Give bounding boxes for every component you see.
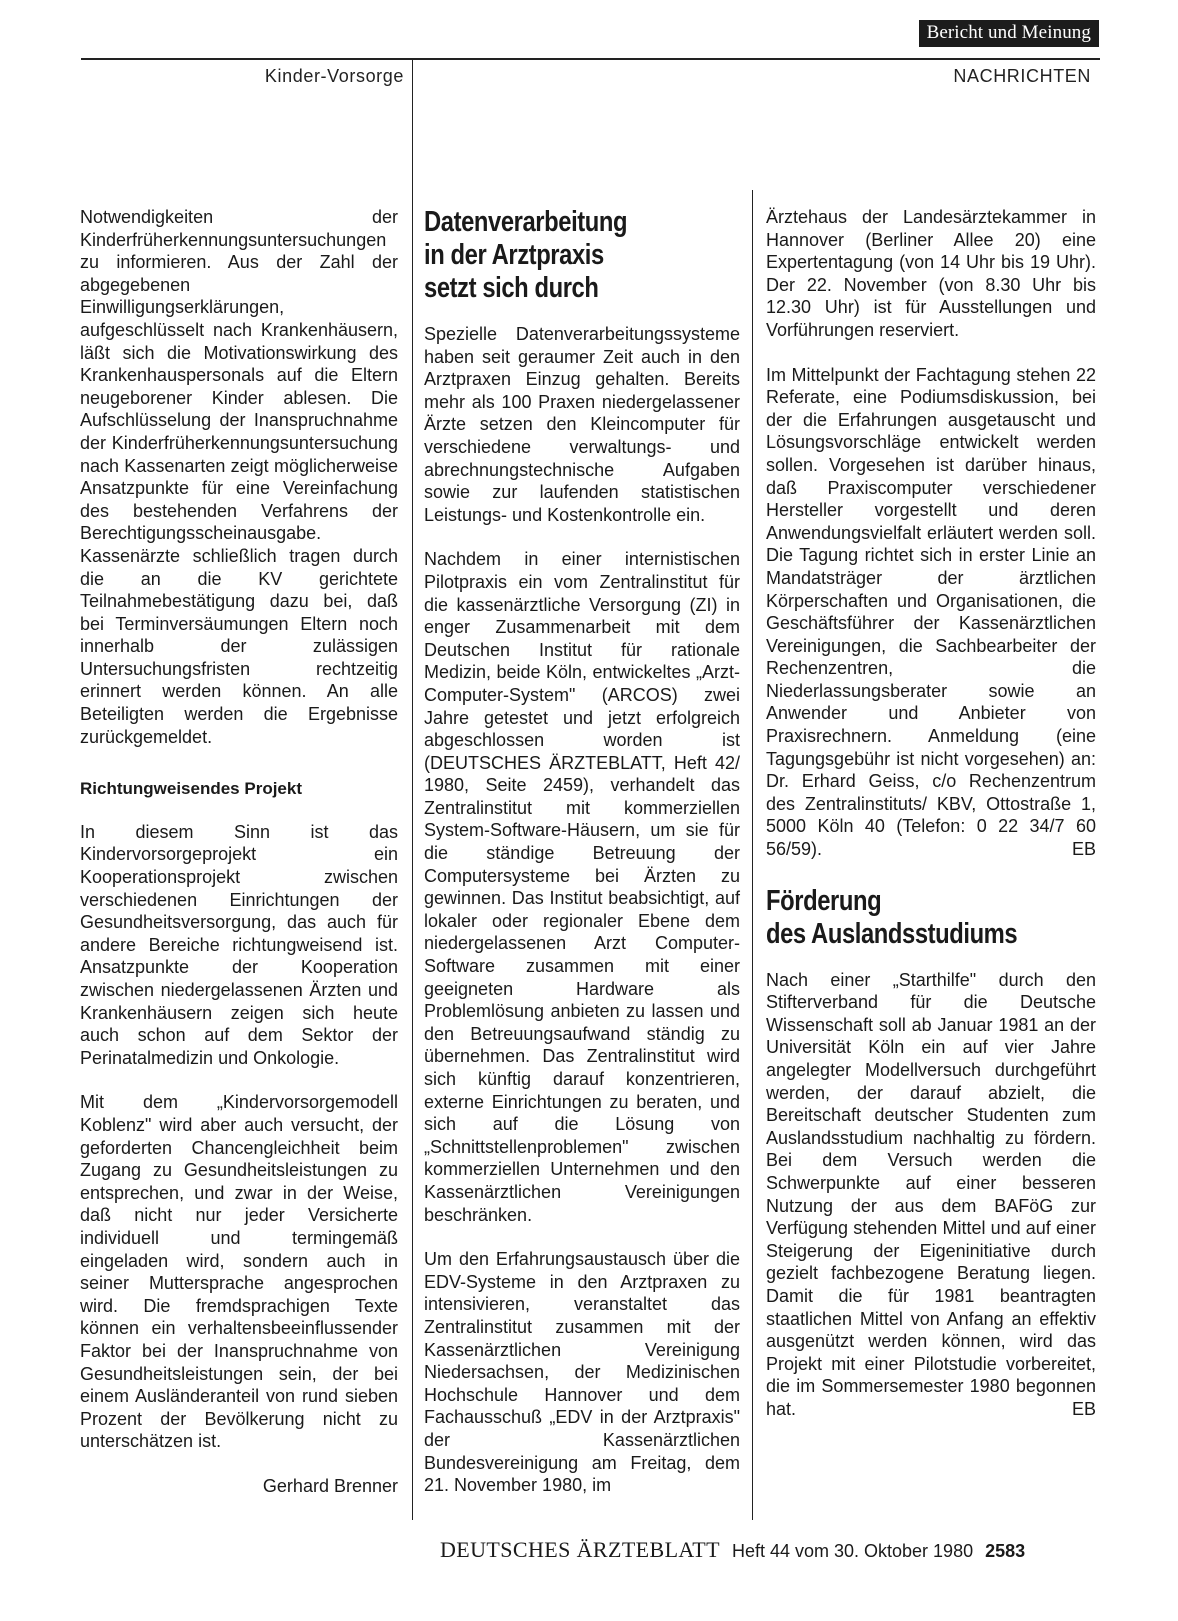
- column-1: [80, 206, 398, 1519]
- col1-author: Gerhard Brenner: [262, 1475, 398, 1496]
- article2-paragraph-1: [766, 969, 1096, 1421]
- journal-name: DEUTSCHES ÄRZTEBLATT: [440, 1537, 720, 1562]
- col1-paragraph-3: Mit dem „Kindervorsorgemodell Koblenz" wird aber auch versucht, der geforderten Chancengleichheit beim Zugang zu Gesundheitsleistungen zu entsprechen, und zwar in der Weise, daß nicht nur jeder Versicherte individuell und termingemäß eingeladen wird, sondern auch in seiner Muttersprache angesprochen wird. Die fremdsprachigen Texte können ein verhaltensbeeinflussender Faktor bei der Inanspruchnahme von Gesundheitsleistungen sein, der bei einem Ausländeranteil von rund sieben Prozent der Bevölkerung nicht zu unterschätzen ist.: [80, 1092, 398, 1452]
- article1-paragraph-5: [766, 364, 1096, 861]
- column-divider-right: [752, 190, 753, 1520]
- article1-paragraph-4: Ärztehaus der Landesärztekammer in Hannover (Berliner Allee 20) eine Expertentagung (von 14 Uhr bis 19 Uhr). Der 22. November (von 8.30 Uhr bis 12.30 Uhr) ist für Ausstellungen und Vorführungen reserviert.: [766, 207, 1096, 340]
- article1-headline-line-3: setzt sich durch: [424, 272, 599, 304]
- page-number: 2583: [985, 1541, 1026, 1561]
- issue-info: Heft 44 vom 30. Oktober 1980: [731, 1541, 974, 1561]
- article1-paragraph-3: Um den Erfahrungsaustausch über die EDV-Systeme in den Arztpraxen zu intensivieren, veranstaltet das Zentralinstitut zusammen mit der Kassenärztlichen Vereinigung Niedersachsen, der Medizinischen Hochschule Hannover und dem Fachausschuß „EDV in der Arztpraxis" der Kassenärztlichen Bundesvereinigung am Freitag, dem 21. November 1980, im: [424, 1249, 740, 1496]
- article2-headline: [766, 885, 1096, 951]
- article1-paragraph-1: Spezielle Datenverarbeitungssysteme haben seit geraumer Zeit auch in den Arztpraxen Einzug gehalten. Bereits mehr als 100 Praxen niedergelassener Ärzte setzen den Kleincomputer für verschiedene verwaltungs- und abrechnungstechnische Aufgaben sowie zur laufenden statistischen Leistungs- und Kostenkontrolle ein.: [424, 324, 740, 525]
- page-footer: [440, 1537, 1025, 1563]
- article1-paragraph-2: Nachdem in einer internistischen Pilotpraxis ein vom Zentralinstitut für die kassenärztliche Versorgung (ZI) in enger Zusammenarbeit mit dem Deutschen Institut für rationale Medizin, beide Köln, entwickeltes „Arzt-Computer-System" (ARCOS) zwei Jahre getestet und jetzt erfolgreich abgeschlossen worden ist (DEUTSCHES ÄRZTEBLATT, Heft 42/ 1980, Seite 2459), verhandelt das Zentralinstitut mit kommerziellen System-Software-Häusern, um sie für die ständige Betreuung der Computersysteme bei Ärzten zu gewinnen. Das Institut beabsichtigt, auf lokaler oder regionaler Ebene dem niedergelassenen Arzt Computer-Software zusammen mit einer geeigneten Hardware als Problemlösung anbieten zu lassen und den Betreuungsaufwand ständig zu übernehmen. Das Zentralinstitut wird sich künftig darauf konzentrieren, externe Einrichtungen zu beraten, und sich auf die Lösung von „Schnittstellenproblemen" zwischen kommerziellen Unternehmen und den Kassenärztlichen Vereinigungen beschränken.: [424, 549, 740, 1225]
- article2-signature: EB: [1071, 1398, 1096, 1419]
- col1-subhead: Richtungweisendes Projekt: [80, 779, 302, 799]
- column-3: [766, 206, 1096, 1443]
- article1-headline: [424, 206, 740, 305]
- top-rule: [81, 58, 1100, 60]
- article2-headline-line-2: des Auslandsstudiums: [766, 917, 1018, 950]
- article1-paragraph-5-text: Im Mittelpunkt der Fachtagung stehen 22 Referate, eine Podiumsdiskussion, bei der die Erfahrungen ausgetauscht und Lösungsvorschläge entwickelt werden sollen. Vorgesehen ist darüber hinaus, daß Praxiscomputer verschiedener Hersteller vorgestellt und deren Anwendungsvielfalt erläutert werden soll. Die Tagung richtet sich in erster Linie an Mandatsträger der ärztlichen Körperschaften und Organisationen, die Geschäftsführer der Kassenärztlichen Vereinigungen, die Sachbearbeiter der Rechenzentren, die Niederlassungsberater sowie an Anwender und Anbieter von Praxisrechnern. Anmeldung (eine Tagungsgebühr ist nicht vorgesehen) an: Dr. Erhard Geiss, c/o Rechenzentrum des Zentralinstituts/ KBV, Ottostraße 1, 5000 Köln 40 (Telefon: 0 22 34/7 60 56/59).: [766, 364, 1096, 860]
- article1-headline-line-1: Datenverarbeitung: [424, 206, 628, 238]
- article2-headline-line-1: Förderung: [766, 884, 882, 917]
- article1-headline-line-2: in der Arztpraxis: [424, 239, 604, 271]
- col1-paragraph-2: In diesem Sinn ist das Kindervorsorgeprojekt ein Kooperationsprojekt zwischen verschiedenen Einrichtungen der Gesundheitsversorgung, das auch für andere Bereiche richtungweisend ist. Ansatzpunkte der Kooperation zwischen niedergelassenen Ärzten und Krankenhäusern zeigen sich heute auch schon auf dem Sektor der Perinatalmedizin und Onkologie.: [80, 821, 398, 1068]
- col1-paragraph-1: Notwendigkeiten der Kinderfrüherkennungsuntersuchungen zu informieren. Aus der Zahl der abgegebenen Einwilligungserklärungen, aufgeschlüsselt nach Krankenhäusern, läßt sich die Motivationswirkung des Krankenhauspersonals auf die Eltern neugeborener Kinder ablesen. Die Aufschlüsselung der Inanspruchnahme der Kinderfrüherkennungsuntersuchung nach Kassenarten zeigt möglicherweise Ansatzpunkte für eine Vereinfachung des bestehenden Verfahrens der Berechtigungsscheinausgabe. Kassenärzte schließlich tragen durch die an die KV gerichtete Teilnahmebestätigung dazu bei, daß bei Terminversäumungen Eltern noch innerhalb der zulässigen Untersuchungsfristen rechtzeitig erinnert werden können. An alle Beteiligten werden die Ergebnisse zurückgemeldet.: [80, 207, 398, 747]
- column-2: [424, 206, 740, 1519]
- column-divider-left: [412, 58, 413, 1520]
- article2-paragraph-1-text: Nach einer „Starthilfe" durch den Stifterverband für die Deutsche Wissenschaft soll ab Januar 1981 an der Universität Köln ein auf vier Jahre angelegter Modellversuch durchgeführt werden, der darauf abzielt, die Bereitschaft deutscher Studenten zum Auslandsstudium nachhaltig zu fördern. Bei dem Versuch werden die Schwerpunkte auf einer besseren Nutzung der aus dem BAFöG zur Verfügung stehenden Mittel und auf einer Steigerung der Eigeninitiative durch gezielt fachbezogene Beratung liegen. Damit die für 1981 beantragten staatlichen Mittel von Anfang an effektiv ausgenützt werden können, wird das Projekt mit einer Pilotstudie vorbereitet, die im Sommersemester 1980 begonnen hat.: [766, 969, 1096, 1419]
- left-kicker: Kinder-Vorsorge: [264, 66, 404, 86]
- article1-signature: EB: [1071, 839, 1096, 860]
- right-kicker: NACHRICHTEN: [953, 66, 1091, 86]
- section-badge: Bericht und Meinung: [919, 20, 1099, 47]
